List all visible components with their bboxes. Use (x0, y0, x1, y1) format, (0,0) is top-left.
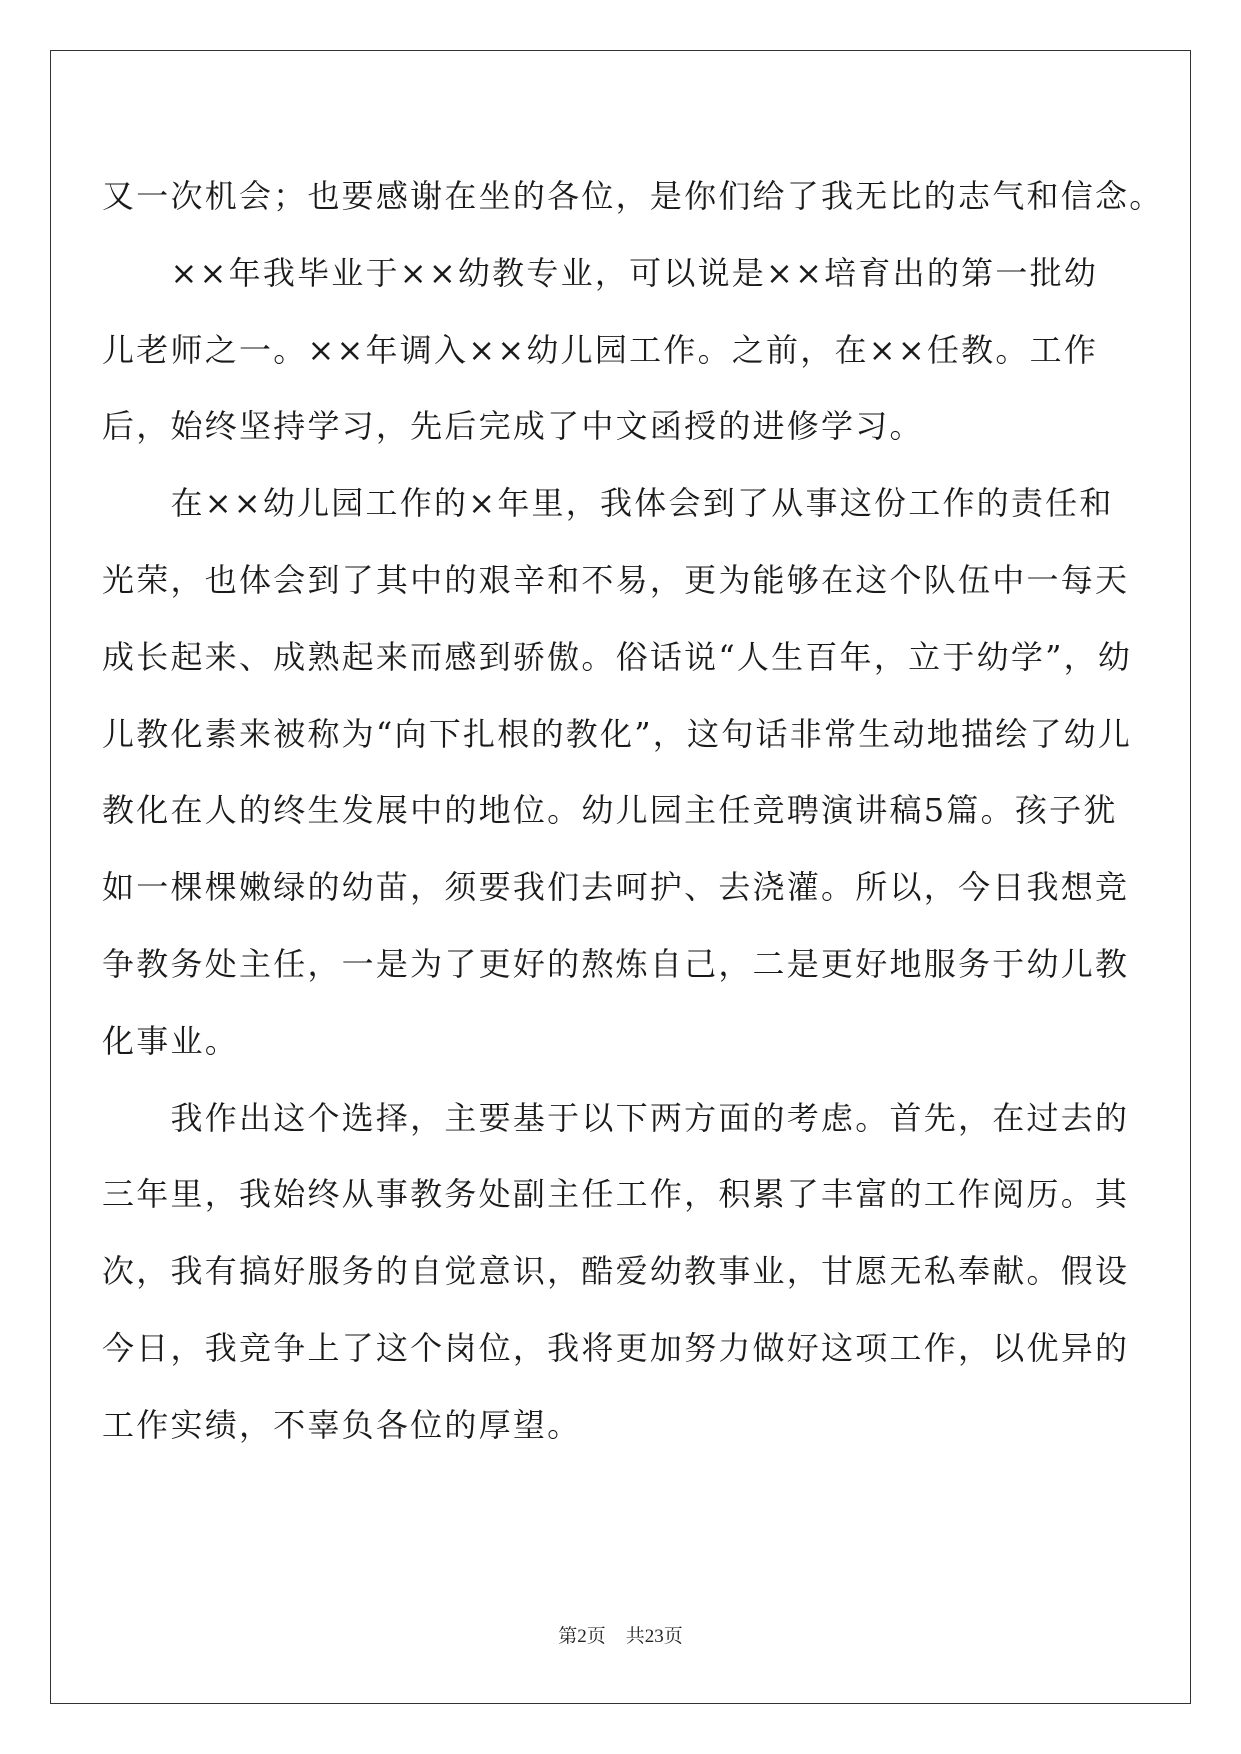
text-line: 化事业。 (102, 1021, 239, 1060)
text-line: 儿教化素来被称为“向下扎根的教化”，这句话非常生动地描绘了幼儿 (102, 714, 1133, 753)
page-number: 第2页 (558, 1626, 606, 1647)
text-line: 工作实绩，不辜负各位的厚望。 (102, 1405, 582, 1444)
document-body (102, 158, 1164, 1464)
text-line: 在××幼儿园工作的×年里，我体会到了从事这份工作的责任和 (102, 484, 1114, 523)
text-line: 教化在人的终生发展中的地位。幼儿园主任竞聘演讲稿5篇。孩子犹 (102, 791, 1118, 830)
text-line: 我作出这个选择，主要基于以下两方面的考虑。首先，在过去的 (102, 1098, 1130, 1137)
text-line: 光荣，也体会到了其中的艰辛和不易，更为能够在这个队伍中一每天 (102, 560, 1130, 599)
text-line: 儿老师之一。××年调入××幼儿园工作。之前，在××任教。工作 (102, 330, 1099, 369)
text-line: 又一次机会；也要感谢在坐的各位，是你们给了我无比的志气和信念。 (102, 177, 1164, 215)
page-total: 共23页 (625, 1626, 683, 1647)
text-line: 今日，我竞争上了这个岗位，我将更加努力做好这项工作，以优异的 (102, 1328, 1130, 1367)
text-line: 三年里，我始终从事教务处副主任工作，积累了丰富的工作阅历。其 (102, 1175, 1130, 1214)
text-line: 后，始终坚持学习，先后完成了中文函授的进修学习。 (102, 407, 924, 446)
text-line: 如一棵棵嫩绿的幼苗，须要我们去呵护、去浇灌。所以，今日我想竞 (102, 868, 1130, 907)
text-line: ××年我毕业于××幼教专业，可以说是××培育出的第一批幼 (102, 253, 1099, 292)
page-footer (0, 1621, 1241, 1648)
text-line: 争教务处主任，一是为了更好的熬炼自己，二是更好地服务于幼儿教 (102, 944, 1130, 983)
text-line: 次，我有搞好服务的自觉意识，酷爱幼教事业，甘愿无私奉献。假设 (102, 1252, 1130, 1291)
text-line: 成长起来、成熟起来而感到骄傲。俗话说“人生百年，立于幼学”，幼 (102, 637, 1133, 676)
